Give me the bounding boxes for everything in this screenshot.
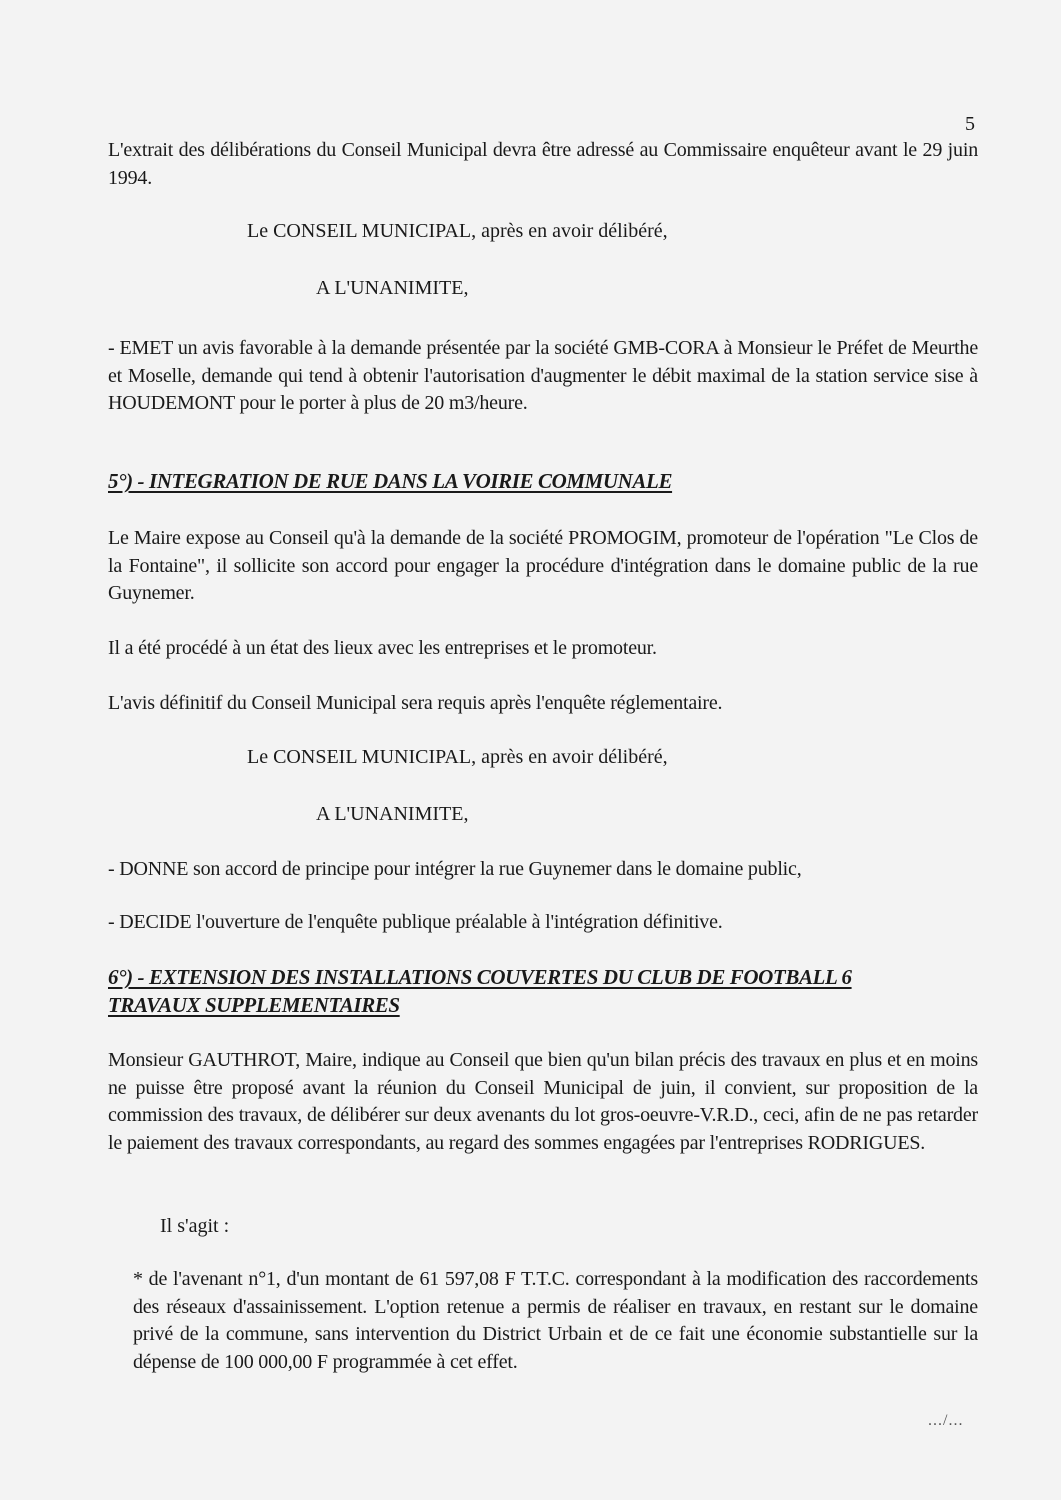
intro-paragraph bbox=[108, 137, 978, 192]
unanimity-line: A L'UNANIMITE, bbox=[316, 277, 469, 299]
decide-text: - DECIDE l'ouverture de l'enquête publique préalable à l'intégration définitive. bbox=[108, 911, 723, 933]
section-5-text-3: L'avis définitif du Conseil Municipal sera requis après l'enquête réglementaire. bbox=[108, 692, 723, 714]
donne-paragraph bbox=[108, 856, 978, 884]
council-deliberation-line: Le CONSEIL MUNICIPAL, après en avoir délibéré, bbox=[247, 220, 668, 242]
il-sagit-line: Il s'agit : bbox=[160, 1215, 230, 1237]
council-deliberation-line-2: Le CONSEIL MUNICIPAL, après en avoir délibéré, bbox=[247, 746, 668, 768]
avenant-1-text: * de l'avenant n°1, d'un montant de 61 597,08 F T.T.C. correspondant à la modification des raccordements des réseaux d'assainissement. L'option retenue a permis de réaliser en travaux, en restant sur le domaine privé de la commune, sans intervention du District Urbain et de ce fait une économie substantielle sur la dépense de 100 000,00 F programmée à cet effet. bbox=[133, 1268, 978, 1373]
section-5-paragraph-3 bbox=[108, 690, 978, 718]
section-5-text-2: Il a été procédé à un état des lieux avec les entreprises et le promoteur. bbox=[108, 637, 657, 659]
page-number: 5 bbox=[965, 113, 975, 135]
continuation-mark: .../... bbox=[928, 1412, 964, 1429]
emet-paragraph bbox=[108, 335, 978, 418]
section-5-text-1: Le Maire expose au Conseil qu'à la demande de la société PROMOGIM, promoteur de l'opération "Le Clos de la Fontaine", il sollicite son accord pour engager la procédure d'intégration dans le domaine public de la rue Guynemer. bbox=[108, 527, 978, 604]
avenant-1-paragraph bbox=[133, 1266, 978, 1376]
section-5-heading: 5°) - INTEGRATION DE RUE DANS LA VOIRIE COMMUNALE bbox=[108, 469, 673, 493]
intro-text: L'extrait des délibérations du Conseil Municipal devra être adressé au Commissaire enquêteur avant le 29 juin 1994. bbox=[108, 139, 978, 189]
section-6-heading-line-1: 6°) - EXTENSION DES INSTALLATIONS COUVERTES DU CLUB DE FOOTBALL 6 bbox=[108, 965, 852, 989]
decide-paragraph bbox=[108, 909, 978, 937]
donne-text: - DONNE son accord de principe pour intégrer la rue Guynemer dans le domaine public, bbox=[108, 858, 802, 880]
section-5-paragraph-1 bbox=[108, 525, 978, 608]
emet-text: - EMET un avis favorable à la demande présentée par la société GMB-CORA à Monsieur le Préfet de Meurthe et Moselle, demande qui tend à obtenir l'autorisation d'augmenter le débit maximal de la station service sise à HOUDEMONT pour le porter à plus de 20 m3/heure. bbox=[108, 337, 978, 414]
section-6-heading-line-2: TRAVAUX SUPPLEMENTAIRES bbox=[108, 993, 400, 1017]
section-6-text-1: Monsieur GAUTHROT, Maire, indique au Conseil que bien qu'un bilan précis des travaux en plus et en moins ne puisse être proposé avant la réunion du Conseil Municipal de juin, il convient, sur proposition de la commission des travaux, de délibérer sur deux avenants du lot gros-oeuvre-V.R.D., ceci, afin de ne pas retarder le paiement des travaux correspondants, au regard des sommes engagées par l'entreprises RODRIGUES. bbox=[108, 1049, 978, 1154]
section-5-paragraph-2 bbox=[108, 635, 978, 663]
unanimity-line-2: A L'UNANIMITE, bbox=[316, 803, 469, 825]
section-6-paragraph-1 bbox=[108, 1047, 978, 1157]
